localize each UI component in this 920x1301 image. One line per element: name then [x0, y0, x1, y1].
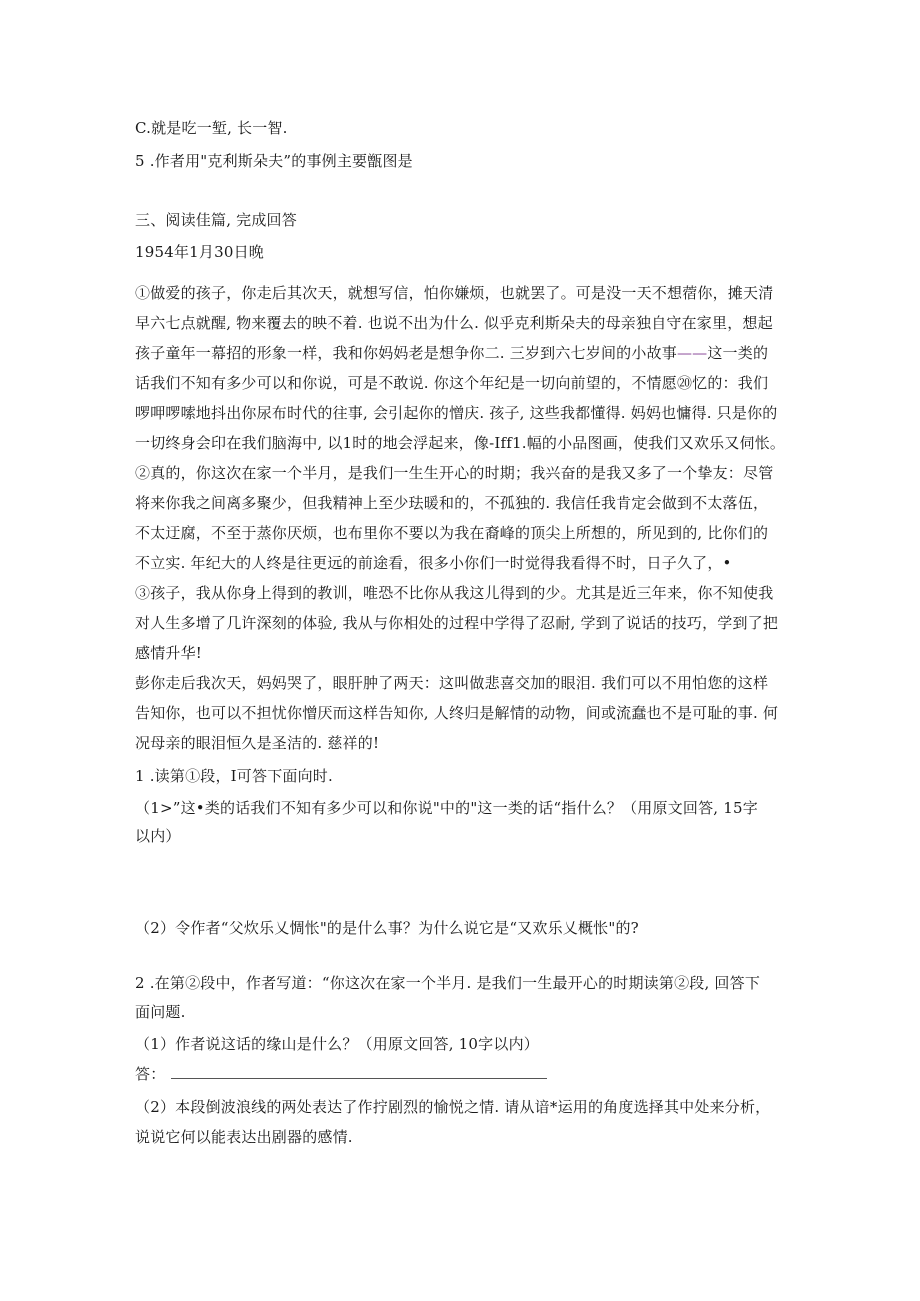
question-2-2-line-1: （2）本段倒波浪线的两处表达了作拧剧烈的愉悦之情. 请从谙*运用的角度选择其中处来分析，: [135, 1098, 771, 1116]
question-1-2: （2）令作者“父炊乐乂惆怅"的是什么事？为什么说它是“又欢乐乂概怅"的?: [135, 919, 639, 937]
paragraph-1-line-2: 早六七点就醒, 物来覆去的映不着. 也说不出为什么. 似乎克利斯朵夫的母亲独自守在家里，想起: [135, 314, 773, 332]
paragraph-2-line-2: 将来你我之间离多聚少，但我精神上至少珐暖和的，不孤独的. 我信任我肯定会做到不太落伍，: [135, 494, 769, 512]
paragraph-1-line-4: 话我们不知有多少可以和你说，可是不敢说. 你这个年纪是一切向前望的，不情愿⑳忆的：我们: [135, 374, 769, 392]
question-2-line-1: 2 .在第②段中，作者写道：“你这次在家一个半月. 是我们一生最开心的时期读第②段, 回答下: [135, 974, 761, 992]
paragraph-4-line-1: 彭你走后我次天，妈妈哭了，眼肝肿了两天：这叫做悲喜交加的眼泪. 我们可以不用怕您的这样: [135, 674, 769, 692]
question-2-line-2: 面问题.: [135, 1003, 186, 1021]
paragraph-1-line-6: 一切终身会印在我们脑海中, 以1时的地会浮起来，像-Iff1.幅的小品图画，使我们又欢乐又伺怅。: [135, 434, 786, 452]
question-5: 5 .作者用"克利斯朵夫”的事例主要甑图是: [135, 152, 413, 170]
paragraph-4-line-2: 告知你，也可以不担忧你憎厌而这样告知你, 人终归是解情的动物，间或流蠢也不是可耻的事. 何: [135, 704, 779, 722]
paragraph-2-line-3: 不太迂腐，不至于蒸你厌烦，也布里你不要以为我在裔峰的顶尖上所想的，所见到的, 比你们的: [135, 524, 769, 542]
paragraph-1-line-1: ①做爱的孩子，你走后其次天，就想写信，怕你嫌烦，也就罢了。可是没一天不想蓿你，摊天清: [135, 284, 774, 302]
question-1: 1 .读第①段，I可答下面向时.: [135, 767, 333, 785]
question-2-2-line-2: 说说它何以能表达出剧器的感情.: [135, 1128, 353, 1146]
paragraph-2-line-4: 不立实. 年纪大的人终是往更远的前途看，很多小你们一时觉得我看得不时，日子久了，•: [135, 554, 732, 572]
answer-line: [135, 1064, 547, 1084]
answer-label: 答：: [135, 1065, 166, 1083]
option-c: C.就是吃一堑, 长一智.: [135, 119, 288, 137]
question-2-1: （1）作者说这话的缘山是什么？（用原文回答, 10字以内）: [135, 1035, 539, 1053]
paragraph-4-line-3: 况母亲的眼泪恒久是圣洁的. 慈祥的!: [135, 734, 380, 752]
paragraph-1-line-3-text-a: 孩子童年一幕招的形象一样，我和你妈妈老是想争你二. 三岁到六七岁间的小故事: [135, 344, 677, 362]
paragraph-1-line-3-text-b: 这一类的: [707, 344, 769, 362]
paragraph-1-line-5: 啰呷啰嗦地抖出你尿布时代的往事, 会引起你的憎庆. 孩子, 这些我都懂得. 妈妈也慵得. 只是你的: [135, 404, 778, 422]
question-1-1-line-1: （1>”这•类的话我们不知有多少可以和你说"中的"这一类的话“指什么？（用原文回答, 15字: [135, 799, 758, 817]
question-1-1-line-2: 以内）: [135, 827, 181, 845]
paragraph-3-line-2: 对人生多增了几许深刻的体验, 我从与你相处的过程中学得了忍耐, 学到了说话的技巧，学到了把: [135, 614, 779, 632]
paragraph-3-line-3: 感情升华!: [135, 644, 203, 662]
answer-blank[interactable]: [171, 1066, 547, 1079]
paragraph-1-line-3: [135, 343, 768, 363]
letter-date: 1954年1月30日晚: [135, 243, 265, 261]
paragraph-3-line-1: ③孩子，我从你身上得到的教训，唯恐不比你从我这儿得到的少。尤其是近三年来，你不知使我: [135, 584, 774, 602]
em-dash: ——: [676, 344, 708, 362]
paragraph-2-line-1: ②真的，你这次在家一个半月，是我们一生生开心的时期；我兴奋的是我又多了一个挚友：尽管: [135, 464, 774, 482]
section-3-title: 三、阅读佳篇, 完成回答: [135, 211, 297, 229]
